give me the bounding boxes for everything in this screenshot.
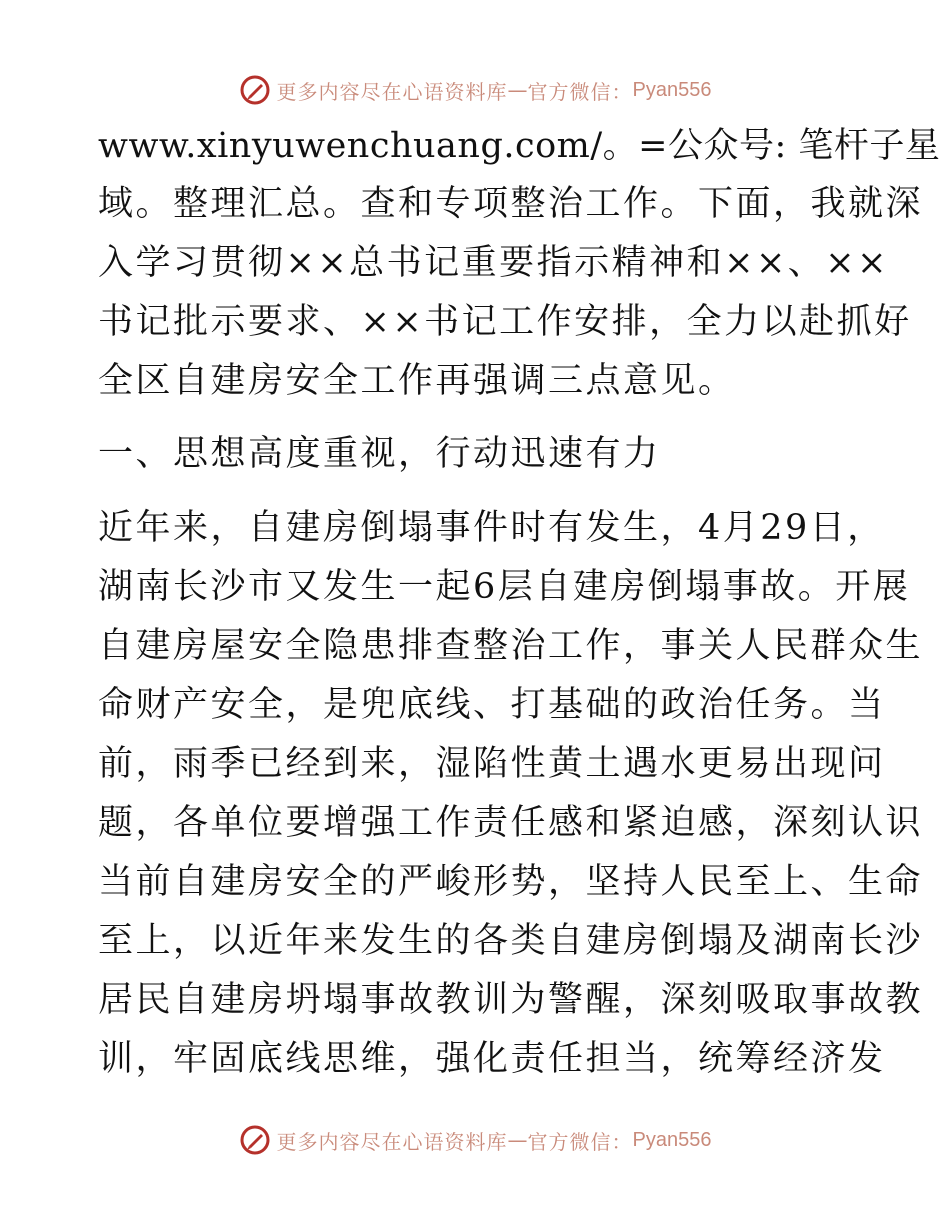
- body-line: 当前自建房安全的严峻形势，坚持人民至上、生命: [98, 862, 924, 902]
- section-heading: 一、思想高度重视，行动迅速有力: [98, 434, 661, 474]
- banner-site-text: 更多内容尽在心语资料库: [276, 79, 508, 104]
- body-line: 入学习贯彻××总书记重要指示精神和××、××: [98, 243, 889, 283]
- body-line: 前，雨季已经到来，湿陷性黄土遇水更易出现问: [98, 744, 886, 784]
- body-line: 自建房屋安全隐患排查整治工作，事关人民群众生: [98, 626, 924, 666]
- footer-watermark-banner: [0, 1120, 950, 1160]
- body-line: 近年来，自建房倒塌事件时有发生，4月29日，: [98, 508, 885, 548]
- body-line: 居民自建房坍塌事故教训为警醒，深刻吸取事故教: [98, 980, 924, 1020]
- banner-dash: —: [507, 1128, 528, 1152]
- banner-wechat-account: Pyan556: [632, 78, 712, 101]
- body-line: www.xinyuwenchuang.com/。=公众号: 笔杆子星: [98, 126, 941, 166]
- banner-wechat-account: Pyan556: [632, 1128, 712, 1151]
- banner-site-text: 更多内容尽在心语资料库: [276, 1129, 508, 1154]
- body-line: 书记批示要求、××书记工作安排，全力以赴抓好: [98, 302, 912, 342]
- body-line: 湖南长沙市又发生一起6层自建房倒塌事故。开展: [98, 567, 911, 607]
- body-line: 全区自建房安全工作再强调三点意见。: [98, 361, 736, 401]
- logo-pen-icon: [239, 1124, 271, 1156]
- body-line: 域。整理汇总。查和专项整治工作。下面，我就深: [98, 184, 924, 224]
- body-line: 训，牢固底线思维，强化责任担当，统筹经济发: [98, 1039, 886, 1079]
- banner-wechat-label: 官方微信：: [527, 1129, 633, 1154]
- body-line: 至上，以近年来发生的各类自建房倒塌及湖南长沙: [98, 921, 924, 961]
- banner-dash: —: [507, 78, 528, 102]
- body-line: 题，各单位要增强工作责任感和紧迫感，深刻认识: [98, 803, 924, 843]
- banner-wechat-label: 官方微信：: [527, 79, 633, 104]
- body-line: 命财产安全，是兜底线、打基础的政治任务。当: [98, 685, 886, 725]
